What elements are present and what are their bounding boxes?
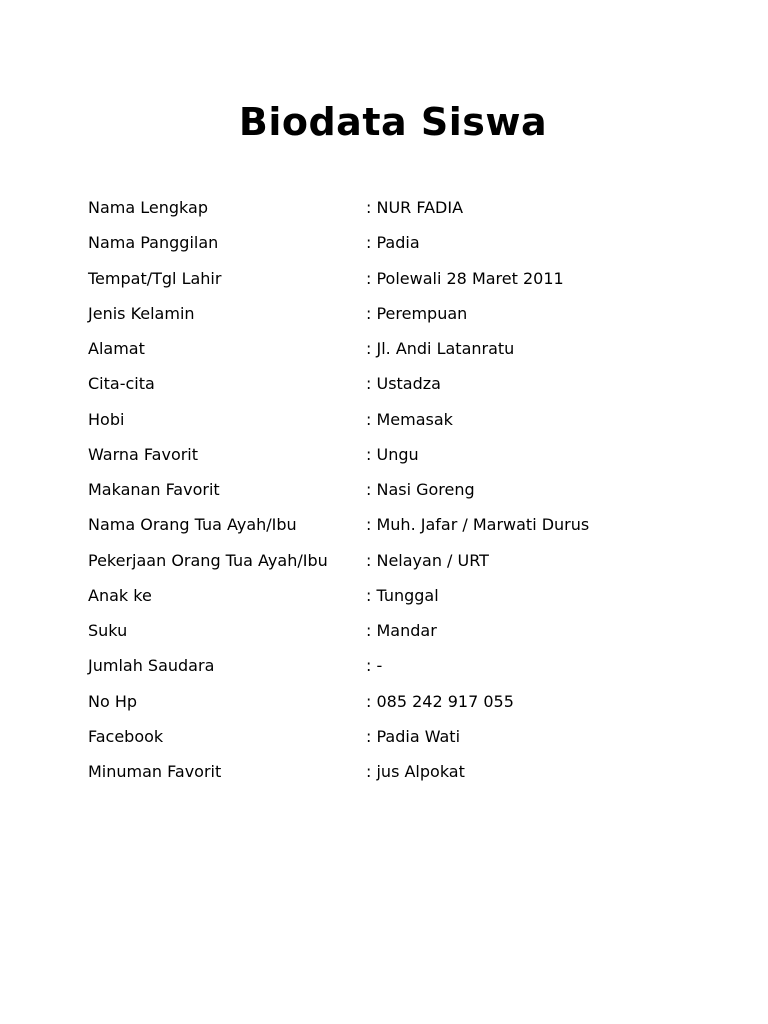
field-warna-favorit (88, 437, 748, 472)
field-cita-cita (88, 366, 748, 401)
field-label: Facebook (88, 726, 164, 746)
field-value: : Muh. Jafar / Marwati Durus (366, 515, 590, 535)
field-tempat-tgl-lahir (88, 261, 748, 296)
field-facebook (88, 719, 748, 754)
field-label: Jenis Kelamin (88, 303, 195, 323)
field-label: Pekerjaan Orang Tua Ayah/Ibu (88, 550, 328, 570)
field-label: Nama Orang Tua Ayah/Ibu (88, 515, 297, 535)
field-value: : Padia Wati (366, 726, 461, 746)
field-label: Nama Lengkap (88, 198, 208, 217)
field-label: Anak ke (88, 585, 152, 605)
field-value: : 085 242 917 055 (366, 691, 514, 711)
field-label: Nama Panggilan (88, 233, 219, 253)
field-value: : Tunggal (366, 585, 439, 605)
field-minuman-favorit (88, 754, 748, 789)
field-value: : Nasi Goreng (366, 480, 475, 499)
field-value: : - (366, 656, 383, 676)
field-pekerjaan-orang-tua (88, 543, 748, 578)
field-label: Warna Favorit (88, 444, 199, 464)
field-label: Hobi (88, 409, 125, 429)
field-value: : Jl. Andi Latanratu (366, 339, 515, 358)
field-value: : jus Alpokat (366, 762, 465, 781)
field-label: Suku (88, 621, 128, 640)
field-label: Cita-cita (88, 374, 155, 394)
field-hobi (88, 402, 748, 437)
field-label: No Hp (88, 691, 138, 711)
field-value: : NUR FADIA (366, 198, 464, 217)
field-value: : Nelayan / URT (366, 550, 489, 570)
field-value: : Mandar (366, 621, 437, 640)
field-anak-ke (88, 578, 748, 613)
field-label: Makanan Favorit (88, 480, 220, 499)
field-value: : Perempuan (366, 303, 468, 323)
field-nama-lengkap (88, 190, 748, 225)
field-label: Minuman Favorit (88, 762, 222, 781)
field-no-hp (88, 684, 748, 719)
field-nama-orang-tua (88, 507, 748, 542)
field-value: : Ustadza (366, 374, 441, 394)
field-value: : Polewali 28 Maret 2011 (366, 268, 564, 288)
field-suku (88, 613, 748, 648)
field-jumlah-saudara (88, 648, 748, 683)
field-makanan-favorit (88, 472, 748, 507)
field-label: Jumlah Saudara (88, 656, 215, 676)
field-value: : Memasak (366, 409, 453, 429)
field-alamat (88, 331, 748, 366)
document-title: Biodata Siswa (238, 100, 548, 144)
biodata-list (88, 190, 748, 789)
field-value: : Padia (366, 233, 420, 253)
field-jenis-kelamin (88, 296, 748, 331)
field-value: : Ungu (366, 444, 419, 464)
field-label: Tempat/Tgl Lahir (88, 268, 222, 288)
field-label: Alamat (88, 339, 145, 358)
field-nama-panggilan (88, 225, 748, 260)
